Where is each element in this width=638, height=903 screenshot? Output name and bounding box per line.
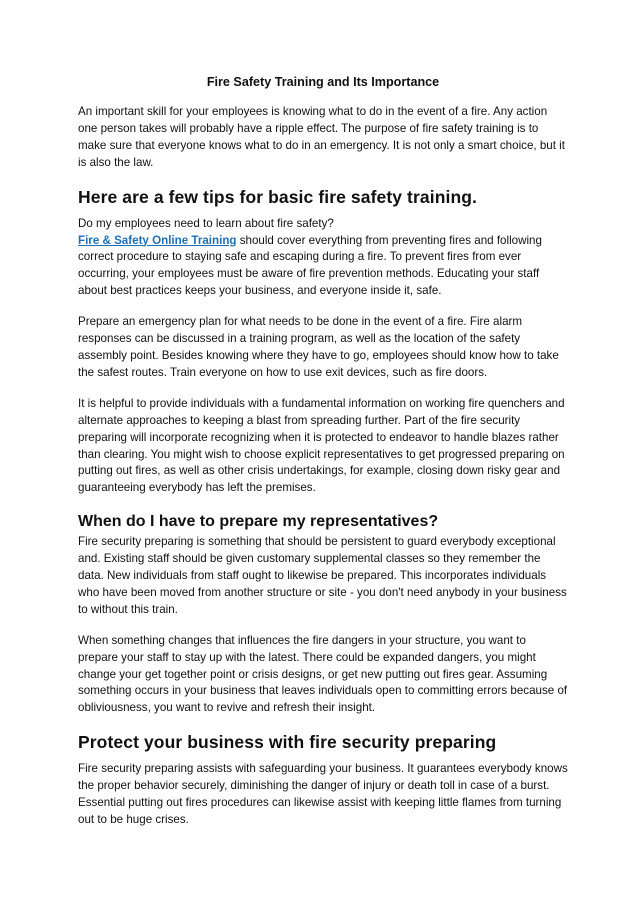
when-paragraph-1: Fire security preparing is something that should be persistent to guard everybody exceptional and. Existing staff should be given customary supplemental classes so they remember the data. New individuals from staff ought to likewise be prepared. This incorporates individuals who have been moved from another structure or site - you don't need anybody in your business to without this train. [78,535,567,616]
emergency-plan-paragraph: Prepare an emergency plan for what needs to be done in the event of a fire. Fire alarm responses can be discussed in a training program, as well as the location of the safety assembly point. Besides knowing where they have to go, employees should know how to take the safest routes. Train everyone on how to use exit devices, such as fire doors. [78,315,559,379]
question-line: Do my employees need to learn about fire safety? [78,216,334,230]
tips-heading: Here are a few tips for basic fire safety training. [78,186,477,207]
fire-safety-training-link[interactable]: Fire & Safety Online Training [78,233,237,247]
intro-paragraph: An important skill for your employees is knowing what to do in the event of a fire. Any action one person takes will probably have a ripple effect. The purpose of fire safety training is to make sure that everyone knows what to do in an emergency. It is not only a smart choice, but it is also the law. [78,105,565,169]
protect-heading: Protect your business with fire security preparing [78,732,497,753]
when-heading: When do I have to prepare my representatives? [78,513,439,531]
document-title: Fire Safety Training and Its Importance [206,75,440,89]
when-paragraph-2: When something changes that influences the fire dangers in your structure, you want to prepare your staff to stay up with the latest. There could be expanded dangers, you might change your get together point or crisis designs, or get new putting out fires gear. Assuming something occurs in your business that leaves individuals open to committing errors because of obliviousness, you want to revive and refresh their insight. [78,633,568,715]
document-page [78,74,568,843]
link-paragraph [78,216,568,301]
protect-paragraph: Fire security preparing assists with safeguarding your business. It guarantees everybody knows the proper behavior securely, diminishing the danger of injury or death toll in case of a burst. Essential putting out fires procedures can likewise assist with keeping little flames from turning out to be huge crises. [78,762,568,826]
link-paragraph-text: should cover everything from preventing fires and following correct procedure to staying safe and escaping during a fire. To prevent fires from ever occurring, your employees must be aware of fire prevention methods. Educating your staff about best practices keeps your business, and everyone inside it, safe. [78,233,542,298]
extinguisher-paragraph: It is helpful to provide individuals with a fundamental information on working fire quenchers and alternate approaches to keeping a blast from spreading further. Part of the fire security preparing will incorporate recognizing when it is protected to endeavor to handle blazes rather than clearing. You might wish to choose explicit representatives to get progressed preparing on putting out fires, as well as other crisis undertakings, for example, closing down risky gear and guaranteeing everybody has left the premises. [78,396,565,495]
